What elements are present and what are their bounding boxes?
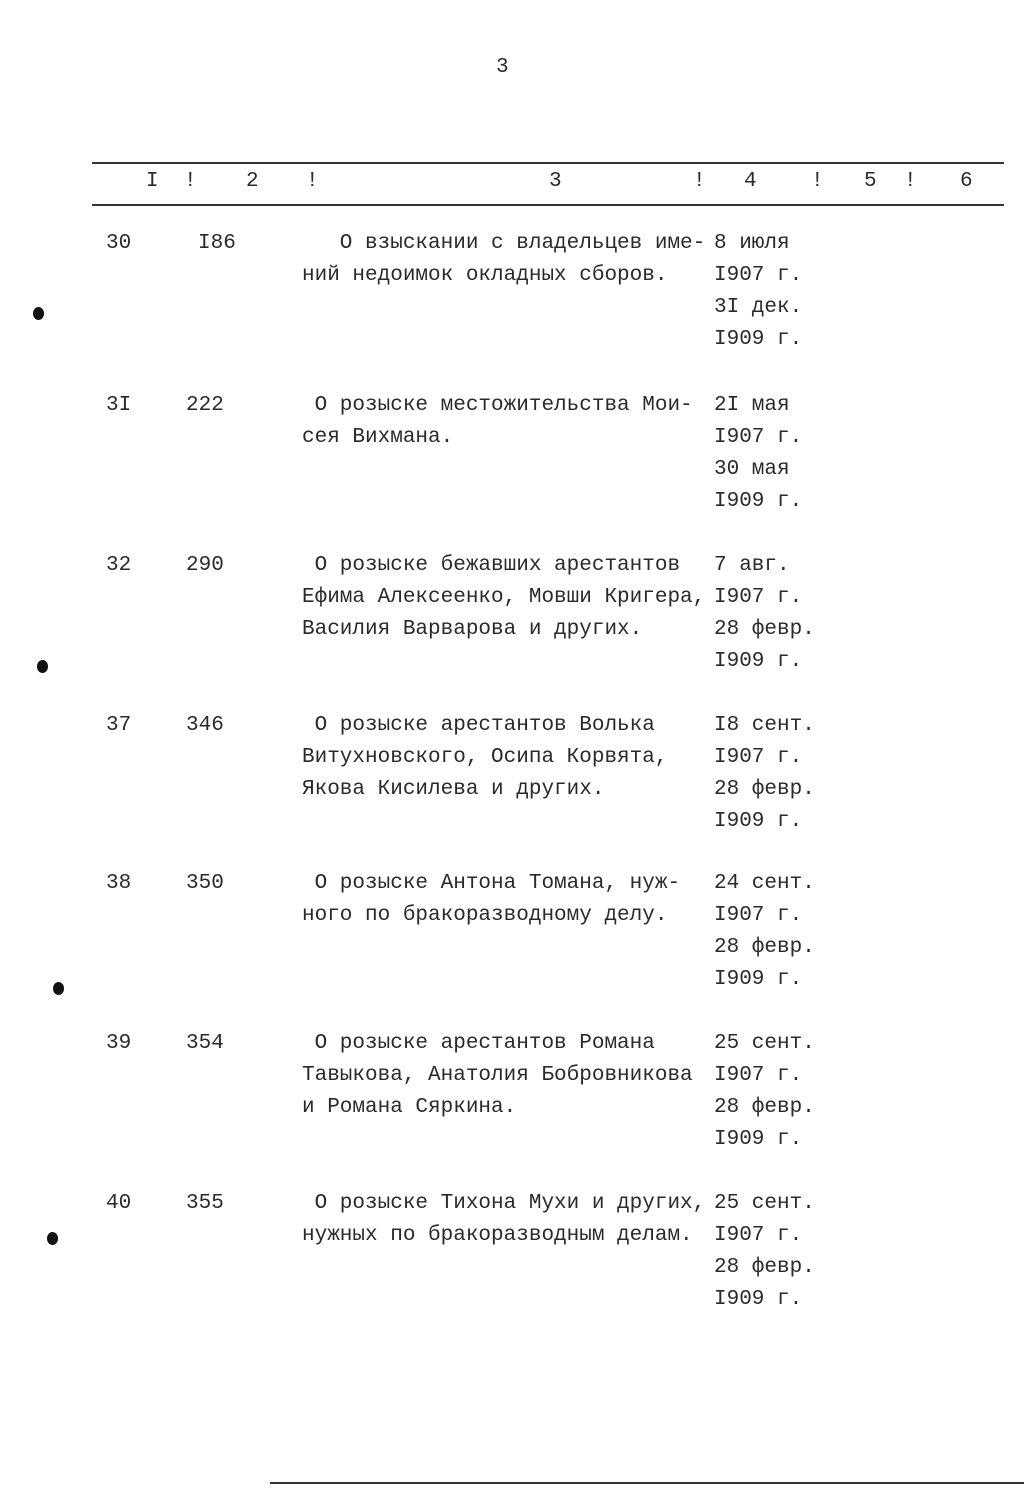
date-line: I8 сент. [714,714,815,737]
column-separator: ! [184,170,197,193]
date-line: I907 г. [714,746,803,769]
file-number: 355 [186,1192,224,1215]
case-title-line: О розыске бежавших арестантов [302,554,681,577]
case-title-line: О розыске Тихона Мухи и других, [302,1192,706,1215]
case-title-line: О розыске арестантов Романа [302,1032,655,1055]
case-title-line: Якова Кисилева и других. [302,778,605,801]
column-separator: ! [306,170,319,193]
date-line: 28 февр. [714,618,815,641]
date-line: I909 г. [714,328,803,351]
case-title-line: ний недоимок окладных сборов. [302,264,668,287]
date-line: I907 г. [714,1064,803,1087]
case-title-line: сея Вихмана. [302,426,454,449]
date-line: I909 г. [714,1128,803,1151]
file-number: 290 [186,554,224,577]
column-header: 5 [864,170,877,193]
date-line: I909 г. [714,968,803,991]
case-title-line: Василия Варварова и других. [302,618,643,641]
header-top-rule [92,162,1004,164]
punch-hole [37,660,48,673]
column-header: I [146,170,159,193]
row-number: 37 [106,714,132,737]
column-separator: ! [904,170,917,193]
date-line: 2I мая [714,394,790,417]
date-line: I909 г. [714,490,803,513]
row-number: 40 [106,1192,132,1215]
case-title-line: ного по бракоразводному делу. [302,904,668,927]
case-title-line: О взыскании с владельцев име- [302,232,706,255]
column-separator: ! [811,170,824,193]
column-separator: ! [693,170,706,193]
row-number: 32 [106,554,132,577]
file-number: 354 [186,1032,224,1055]
date-line: 30 мая [714,458,790,481]
page-bottom-rule [270,1482,1024,1484]
row-number: 3I [106,394,132,417]
date-line: 25 сент. [714,1032,815,1055]
column-header: 4 [744,170,757,193]
file-number: 346 [186,714,224,737]
file-number: I86 [198,232,236,255]
date-line: 28 февр. [714,1096,815,1119]
date-line: I907 г. [714,264,803,287]
date-line: 25 сент. [714,1192,815,1215]
punch-hole [47,1232,58,1245]
case-title-line: и Романа Сяркина. [302,1096,517,1119]
punch-hole [33,307,44,320]
date-line: I909 г. [714,650,803,673]
date-line: 3I дек. [714,296,803,319]
column-header: 3 [549,170,562,193]
page-number: 3 [496,56,509,79]
date-line: 28 февр. [714,936,815,959]
date-line: I909 г. [714,1288,803,1311]
case-title-line: Тавыкова, Анатолия Бобровникова [302,1064,693,1087]
header-bottom-rule [92,204,1004,206]
date-line: I907 г. [714,586,803,609]
column-header: 2 [246,170,259,193]
date-line: 28 февр. [714,1256,815,1279]
case-title-line: Витухновского, Осипа Корвята, [302,746,668,769]
case-title-line: нужных по бракоразводным делам. [302,1224,693,1247]
column-header: 6 [960,170,973,193]
row-number: 39 [106,1032,132,1055]
case-title-line: О розыске арестантов Волька [302,714,655,737]
case-title-line: Ефима Алексеенко, Мовши Кригера, [302,586,706,609]
file-number: 222 [186,394,224,417]
date-line: I907 г. [714,1224,803,1247]
case-title-line: О розыске Антона Томана, нуж- [302,872,681,895]
row-number: 30 [106,232,132,255]
punch-hole [53,982,64,995]
date-line: I907 г. [714,904,803,927]
date-line: 28 февр. [714,778,815,801]
file-number: 350 [186,872,224,895]
date-line: 8 июля [714,232,790,255]
case-title-line: О розыске местожительства Мои- [302,394,693,417]
date-line: I909 г. [714,810,803,833]
date-line: I907 г. [714,426,803,449]
date-line: 7 авг. [714,554,790,577]
row-number: 38 [106,872,132,895]
date-line: 24 сент. [714,872,815,895]
